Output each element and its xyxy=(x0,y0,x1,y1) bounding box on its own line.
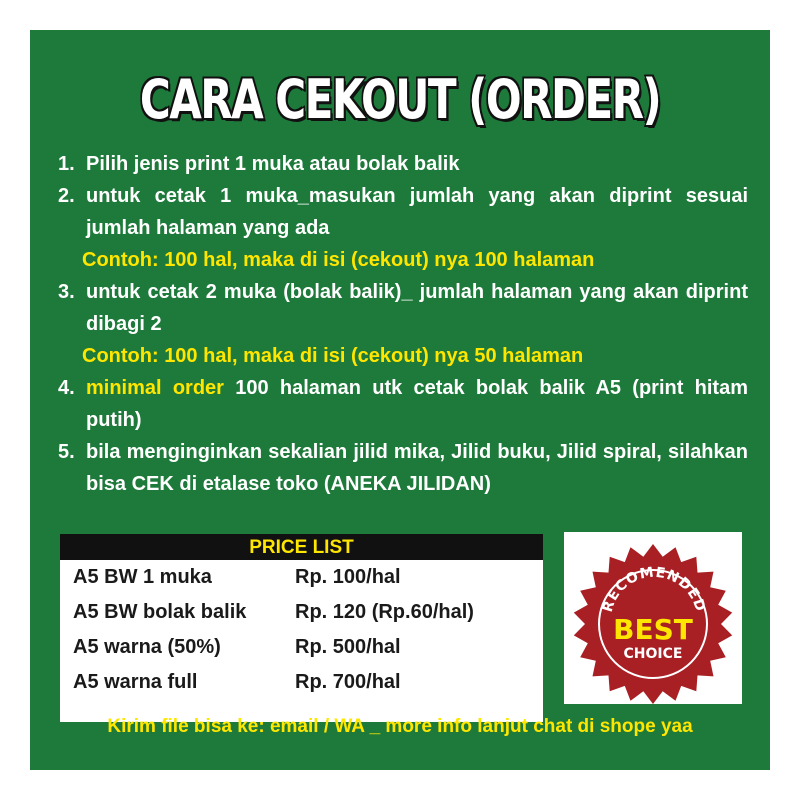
step-5 xyxy=(58,436,748,500)
step-text: 100 halaman utk cetak bolak balik A5 (print hitam putih) xyxy=(86,377,748,431)
step-1 xyxy=(58,148,748,180)
price-row xyxy=(60,595,543,630)
price-item: A5 warna (50%) xyxy=(73,636,221,658)
step-number: 2. xyxy=(58,185,75,207)
price-item: A5 warna full xyxy=(73,671,198,693)
price-row xyxy=(60,630,543,665)
checkout-guide-panel xyxy=(30,30,770,770)
price-item: A5 BW 1 muka xyxy=(73,566,212,588)
price-list-header: PRICE LIST xyxy=(60,534,543,560)
seal-arc-text: RECOMENDED xyxy=(599,564,709,615)
price-row xyxy=(60,665,543,700)
price-value: Rp. 700/hal xyxy=(295,671,401,693)
step-text: Pilih jenis print 1 muka atau bolak balik xyxy=(86,153,460,175)
recommended-seal-icon xyxy=(564,532,742,704)
recommended-badge-box xyxy=(564,532,742,704)
step-highlight: minimal order xyxy=(86,377,224,399)
step-text: untuk cetak 2 muka (bolak balik)_ jumlah halaman yang akan diprint dibagi 2 xyxy=(86,281,748,335)
step-2 xyxy=(58,180,748,244)
step-number: 4. xyxy=(58,377,75,399)
example-1: Contoh: 100 hal, maka di isi (cekout) nya 100 halaman xyxy=(82,249,595,271)
price-item: A5 BW bolak balik xyxy=(73,601,247,623)
price-value: Rp. 120 (Rp.60/hal) xyxy=(295,601,474,623)
price-row xyxy=(60,560,543,595)
checkout-steps xyxy=(58,148,748,500)
step-number: 5. xyxy=(58,441,75,463)
example-2: Contoh: 100 hal, maka di isi (cekout) nya 50 halaman xyxy=(82,345,584,367)
price-value: Rp. 500/hal xyxy=(295,636,401,658)
step-3 xyxy=(58,276,748,340)
step-text: untuk cetak 1 muka_masukan jumlah yang akan diprint sesuai jumlah halaman yang ada xyxy=(86,185,748,239)
price-list-table xyxy=(60,534,543,722)
step-text: bila menginginkan sekalian jilid mika, Jilid buku, Jilid spiral, silahkan bisa CEK di etalase toko (ANEKA JILIDAN) xyxy=(86,441,748,495)
footer-note: Kirim file bisa ke: email / WA _ more info lanjut chat di shope yaa xyxy=(107,716,693,737)
seal-main-text: BEST xyxy=(613,613,693,646)
step-4 xyxy=(58,372,748,436)
step-number: 1. xyxy=(58,153,75,175)
seal-sub-text: CHOICE xyxy=(623,646,683,662)
step-number: 3. xyxy=(58,281,75,303)
price-value: Rp. 100/hal xyxy=(295,566,401,588)
page-title: CARA CEKOUT (ORDER) xyxy=(139,68,661,131)
